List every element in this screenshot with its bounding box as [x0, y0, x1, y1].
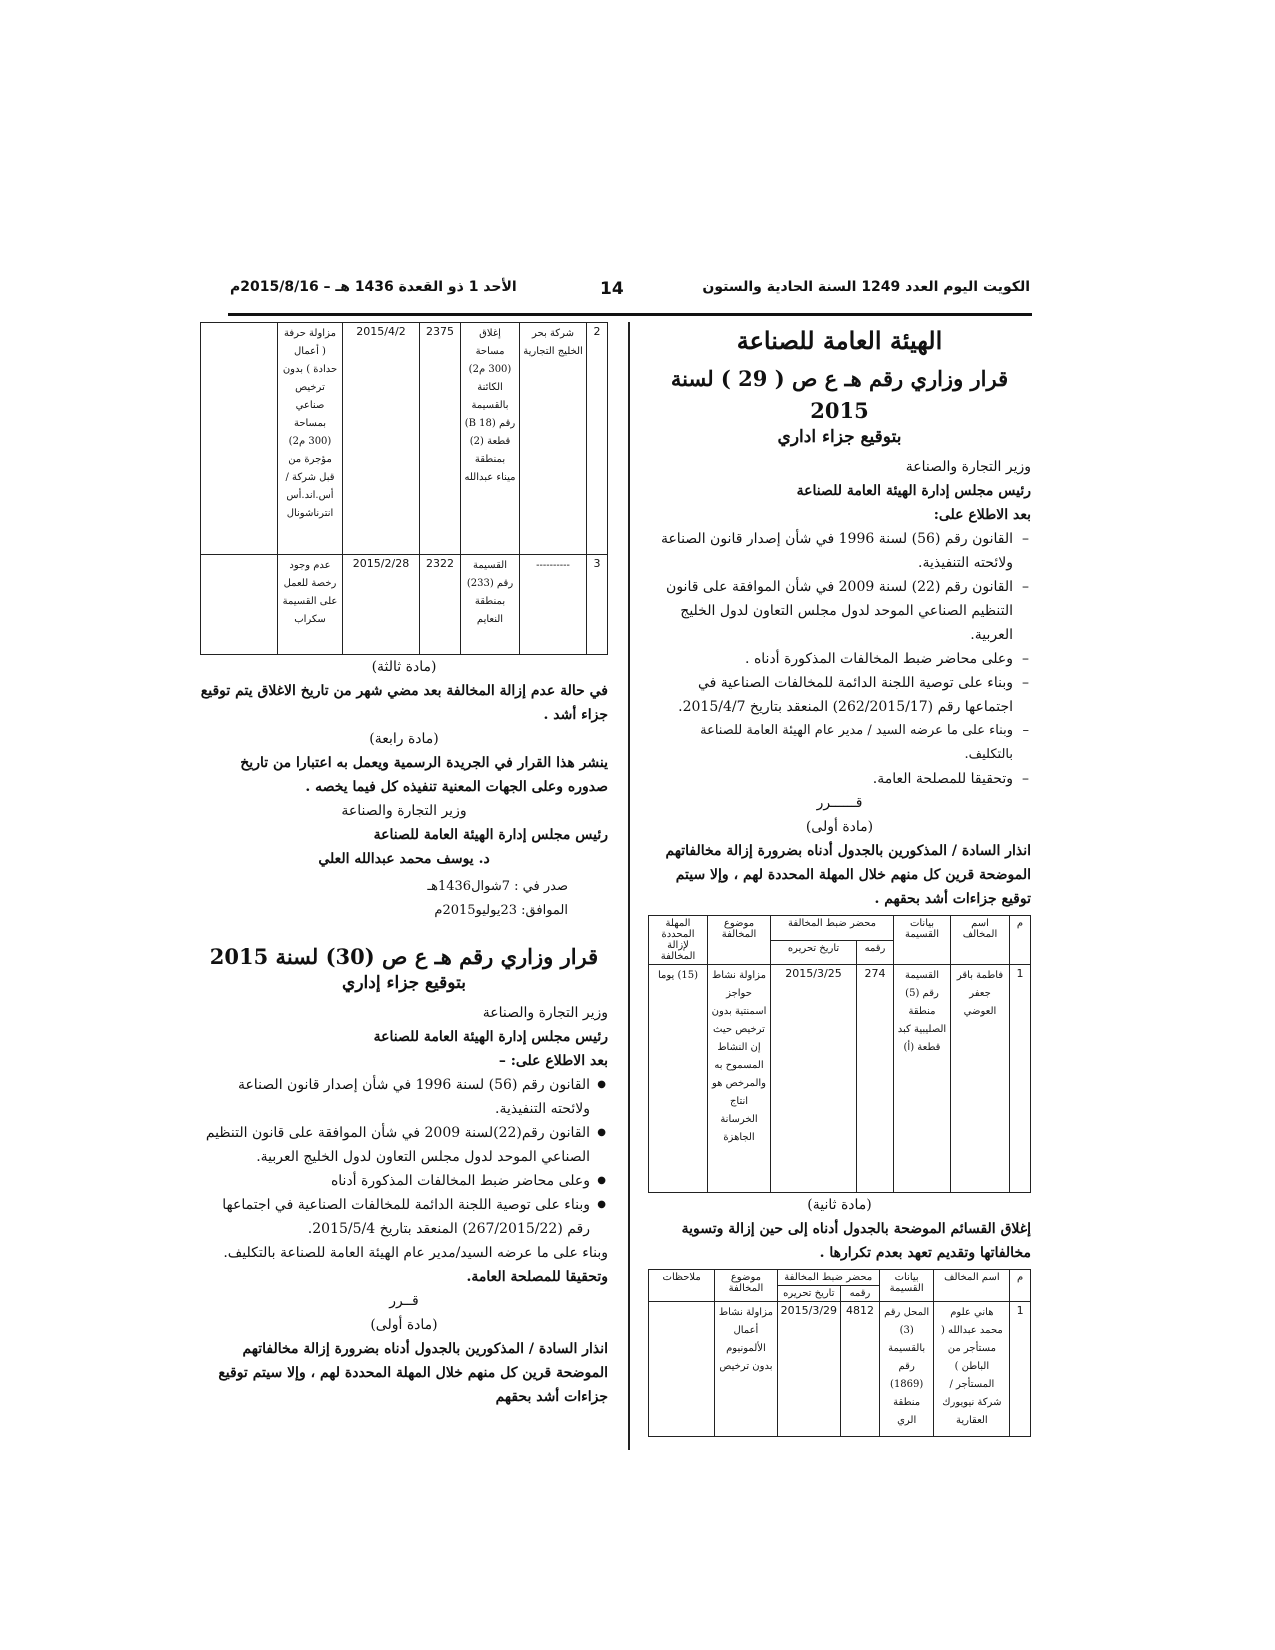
preamble-item: – وعلى محاضر ضبط المخالفات المذكورة أدناه . [648, 647, 1031, 671]
violations-table-2 [648, 1269, 1031, 1437]
article-text: ينشر هذا القرار في الجريدة الرسمية ويعمل به اعتبارا من تاريخ صدوره وعلى الجهات المعنية تنفيذه كل فيما يخصه . [240, 755, 608, 795]
cell-name: ---------- [520, 555, 587, 655]
page-header [230, 279, 1030, 305]
preamble-line: وتحقيقا للمصلحة العامة. [466, 1269, 608, 1285]
cell-notes [201, 323, 278, 555]
article-text: انذار السادة / المذكورين بالجدول أدناه بضرورة إزالة مخالفاتهم الموضحة قرين كل منهم خلال المهلة المحددة لهم ، وإلا سيتم توقيع جزاءات أشد بحقهم . [665, 843, 1031, 907]
table-row [201, 323, 608, 555]
preamble-line: بعد الاطلاع على: – [498, 1053, 608, 1069]
header-rule [228, 313, 1032, 316]
col-header: بيانات القسيمة [894, 916, 951, 965]
decided-heading: قــرر [389, 1293, 419, 1309]
col-header: محضر ضبط المخالفة [771, 916, 894, 941]
decision2-subtitle: بتوقيع جزاء إداري [342, 973, 466, 993]
cell-record-no: 274 [857, 965, 894, 1193]
cell-record-date: 2015/3/25 [771, 965, 857, 1193]
cell-record-date: 2015/3/29 [777, 1302, 840, 1437]
cell-plot: القسيمة رقم (5) منطقة الصليبية كبد قطعة (أ) [894, 965, 951, 1193]
cell-subject: عدم وجود رخصة للعمل على القسيمة سكراب [278, 555, 343, 655]
cell-subject: مزاولة نشاط أعمال الألمونيوم بدون ترخيص [715, 1302, 777, 1437]
cell-notes [649, 1302, 715, 1437]
cell-plot: المحل رقم (3) بالقسيمة رقم (1869) منطقة الري [879, 1302, 934, 1437]
cell-deadline: (15) يوما [649, 965, 708, 1193]
cell-notes [201, 555, 278, 655]
decision2-title: قرار وزاري رقم هـ ع ص (30) لسنة 2015 [209, 944, 599, 969]
cell-record-date: 2015/4/2 [343, 323, 420, 555]
cell-m: 2 [587, 323, 608, 555]
cell-m: 1 [1010, 1302, 1031, 1437]
violations-table-continued [200, 322, 608, 655]
left-column [200, 322, 608, 1409]
article-title: (مادة رابعة) [369, 731, 439, 747]
decision-subtitle: بتوقيع جزاء اداري [777, 427, 902, 447]
cell-m: 1 [1010, 965, 1031, 1193]
article-title: (مادة أولى) [805, 819, 874, 835]
cell-record-no: 2375 [420, 323, 461, 555]
preamble-item: ● القانون رقم(22)لسنة 2009 في شأن الموافقة على قانون التنظيم الصناعي الموحد لدول مجلس التعاون لدول الخليج العربية. [200, 1121, 608, 1169]
col-header: ملاحظات [649, 1270, 715, 1302]
table-row [649, 1302, 1031, 1437]
cell-subject: مزاولة نشاط حواجز اسمنتية بدون ترخيص حيث إن النشاط المسموح به والمرخص هو انتاج الخرسانة الجاهزة [708, 965, 771, 1193]
article-text: انذار السادة / المذكورين بالجدول أدناه بضرورة إزالة مخالفاتهم الموضحة قرين كل منهم خلال المهلة المحددة لهم ، وإلا سيتم توقيع جزاءات أشد بحقهم [218, 1341, 608, 1405]
cell-record-no: 2322 [420, 555, 461, 655]
signature-name: د. يوسف محمد عبدالله العلي [318, 851, 490, 867]
preamble-line: بعد الاطلاع على: [933, 507, 1031, 523]
preamble-item: – وبناء على ما عرضه السيد / مدير عام الهيئة العامة للصناعة بالتكليف. [648, 719, 1031, 767]
org-title: الهيئة العامة للصناعة [736, 326, 943, 355]
article-title: (مادة أولى) [370, 1317, 438, 1333]
preamble-line: رئيس مجلس إدارة الهيئة العامة للصناعة [796, 483, 1031, 499]
cell-plot: القسيمة رقم (233) بمنطقة النعايم [461, 555, 520, 655]
issued-date-greg: الموافق: 23يوليو2015م [434, 903, 568, 918]
article-text: إغلاق القسائم الموضحة بالجدول أدناه إلى حين إزالة وتسوية مخالفاتها وتقديم تعهد بعدم تكرارها . [681, 1221, 1031, 1261]
col-header: تاريخ تحريره [771, 940, 857, 965]
col-header: موضوع المخالفة [708, 916, 771, 965]
preamble-item: ● القانون رقم (56) لسنة 1996 في شأن إصدار قانون الصناعة ولائحته التنفيذية. [200, 1073, 608, 1121]
cell-record-date: 2015/2/28 [343, 555, 420, 655]
header-issue-info: الكويت اليوم العدد 1249 السنة الحادية والستون [702, 279, 1030, 295]
column-divider [628, 322, 630, 1450]
preamble-item: ● وعلى محاضر ضبط المخالفات المذكورة أدناه [200, 1169, 608, 1193]
cell-name: فاطمة باقر جعفر العوضي [951, 965, 1010, 1193]
article-title: (مادة ثالثة) [371, 659, 437, 675]
issue-date-block [200, 875, 608, 923]
preamble-item: – القانون رقم (22) لسنة 2009 في شأن الموافقة على قانون التنظيم الصناعي الموحد لدول مجلس التعاون لدول الخليج العربية. [648, 575, 1031, 647]
col-header: تاريخ تحريره [777, 1286, 840, 1302]
preamble-line: وزير التجارة والصناعة [905, 459, 1031, 475]
preamble-line: رئيس مجلس إدارة الهيئة العامة للصناعة [373, 1029, 608, 1045]
col-header: محضر ضبط المخالفة [777, 1270, 879, 1286]
header-date: الأحد 1 ذو القعدة 1436 هـ – 2015/8/16م [230, 279, 517, 295]
cell-plot: إغلاق مساحة (300 م2) الكائنة بالقسيمة رقم (18 B) قطعة (2) بمنطقة ميناء عبدالله [461, 323, 520, 555]
col-header: رقمه [841, 1286, 880, 1302]
preamble-item: ● وبناء على توصية اللجنة الدائمة للمخالفات الصناعية في اجتماعها رقم (267/2015/22) المنعقد بتاريخ 2015/5/4. [200, 1193, 608, 1241]
col-header: رقمه [857, 940, 894, 965]
article-text: في حالة عدم إزالة المخالفة بعد مضي شهر من تاريخ الاغلاق يتم توقيع جزاء أشد . [200, 683, 608, 723]
cell-name: شركة بحر الخليج التجارية [520, 323, 587, 555]
decided-heading: قــــــرر [816, 795, 863, 811]
preamble-item: – وبناء على توصية اللجنة الدائمة للمخالفات الصناعية في اجتماعها رقم (262/2015/17) المنعقد بتاريخ 2015/4/7. [648, 671, 1031, 719]
col-header: م [1010, 1270, 1031, 1302]
signature-line: وزير التجارة والصناعة [341, 803, 467, 819]
cell-subject: مزاولة حرفة ( أعمال حدادة ) بدون ترخيص صناعي بمساحة (300 م2) مؤجرة من قبل شركة /أس.اند.أس انترناشونال [278, 323, 343, 555]
col-header: اسم المخالف [951, 916, 1010, 965]
table-row [649, 965, 1031, 1193]
col-header: اسم المخالف [934, 1270, 1010, 1302]
issued-date: صدر في : 7شوال1436هـ [427, 879, 568, 894]
cell-name: هاني علوم محمد عبدالله ( مستأجر من الباطن ) المستأجر / شركة نيويورك العقارية [934, 1302, 1010, 1437]
preamble-item: – القانون رقم (56) لسنة 1996 في شأن إصدار قانون الصناعة ولائحته التنفيذية. [648, 527, 1031, 575]
cell-record-no: 4812 [841, 1302, 880, 1437]
page-number: 14 [600, 279, 624, 299]
violations-table-1 [648, 915, 1031, 1193]
preamble-item: – وتحقيقا للمصلحة العامة. [648, 767, 1031, 791]
preamble-line: وزير التجارة والصناعة [482, 1005, 608, 1021]
right-column [648, 322, 1031, 1437]
table-row [201, 555, 608, 655]
col-header: المهلة المحددة لإزالة المخالفة [649, 916, 708, 965]
signature-line: رئيس مجلس إدارة الهيئة العامة للصناعة [373, 827, 608, 843]
cell-m: 3 [587, 555, 608, 655]
col-header: م [1010, 916, 1031, 965]
col-header: بيانات القسيمة [879, 1270, 934, 1302]
preamble-line: وبناء على ما عرضه السيد/مدير عام الهيئة العامة للصناعة بالتكليف. [223, 1245, 608, 1261]
decision-title: قرار وزاري رقم هـ ع ص ( 29 ) لسنة 2015 [670, 366, 1009, 423]
col-header: موضوع المخالفة [715, 1270, 777, 1302]
article-title: (مادة ثانية) [807, 1197, 872, 1213]
